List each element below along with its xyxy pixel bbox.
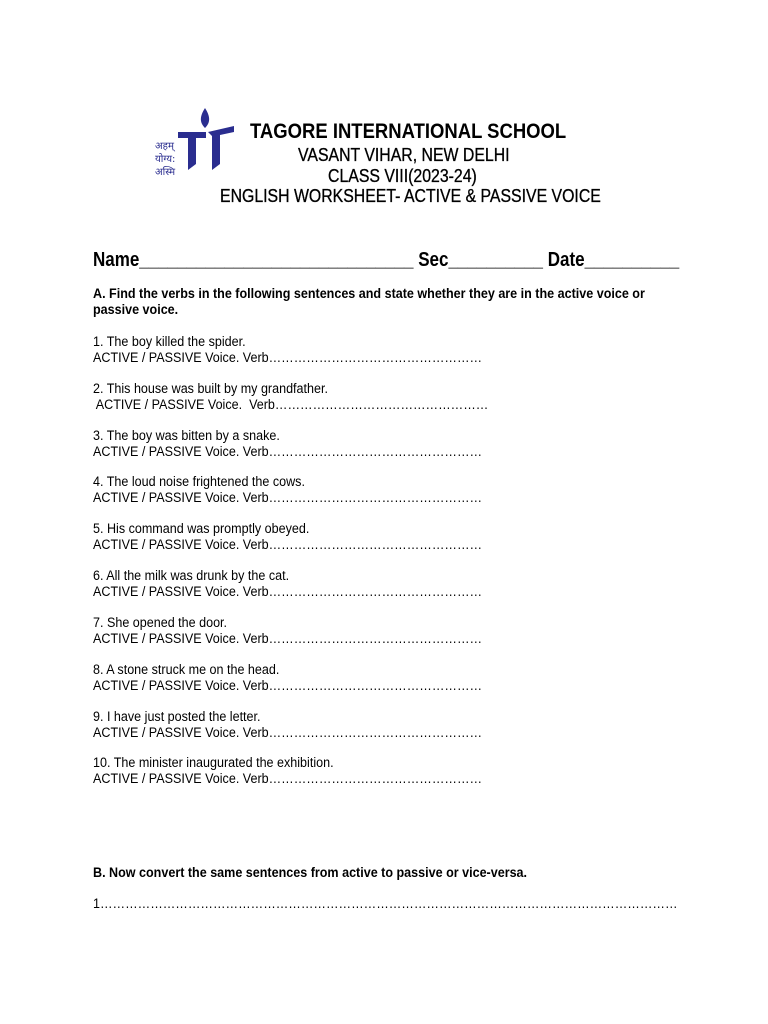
student-info-line	[93, 249, 679, 272]
answer-line[interactable]: ACTIVE / PASSIVE Voice. Verb……………………………………………	[93, 677, 483, 693]
question-item	[93, 521, 482, 552]
question-sentence: 1. The boy killed the spider.	[93, 334, 246, 349]
answer-line[interactable]: ACTIVE / PASSIVE Voice. Verb……………………………………………	[93, 396, 489, 412]
question-sentence: 8. A stone struck me on the head.	[93, 662, 280, 677]
answer-line[interactable]: ACTIVE / PASSIVE Voice. Verb……………………………………………	[93, 770, 483, 786]
question-sentence: 9. I have just posted the letter.	[93, 709, 261, 724]
question-item	[93, 568, 482, 599]
date-field[interactable]: Date__________	[547, 249, 680, 271]
section-a-instruction: A. Find the verbs in the following sentences and state whether they are in the active voice or passive voice.	[93, 286, 645, 317]
question-item	[93, 334, 482, 365]
answer-line[interactable]: ACTIVE / PASSIVE Voice. Verb……………………………………………	[93, 724, 483, 740]
logo-motto: अहम् योग्य: अस्मि	[155, 141, 176, 178]
question-item	[93, 428, 482, 459]
question-sentence: 2. This house was built by my grandfather.	[93, 381, 328, 396]
question-item	[93, 615, 482, 646]
answer-line[interactable]: ACTIVE / PASSIVE Voice. Verb……………………………………………	[93, 536, 483, 552]
question-sentence: 6. All the milk was drunk by the cat.	[93, 568, 290, 583]
question-item	[93, 381, 488, 412]
question-item	[93, 662, 482, 693]
answer-line[interactable]: ACTIVE / PASSIVE Voice. Verb……………………………………………	[93, 349, 483, 365]
name-field[interactable]: Name_____________________________	[93, 249, 414, 271]
section-b-answer-line[interactable]: 1…………………………………………………………………………………………………………………………	[93, 896, 678, 911]
answer-line[interactable]: ACTIVE / PASSIVE Voice. Verb……………………………………………	[93, 630, 483, 646]
sec-field[interactable]: Sec__________	[418, 249, 544, 271]
question-sentence: 7. She opened the door.	[93, 615, 228, 630]
question-sentence: 10. The minister inaugurated the exhibition.	[93, 755, 334, 770]
question-item	[93, 709, 482, 740]
question-item	[93, 474, 482, 505]
question-item	[93, 755, 482, 786]
answer-line[interactable]: ACTIVE / PASSIVE Voice. Verb……………………………………………	[93, 443, 483, 459]
school-address: VASANT VIHAR, NEW DELHI	[298, 145, 510, 165]
question-sentence: 5. His command was promptly obeyed.	[93, 521, 310, 536]
answer-line[interactable]: ACTIVE / PASSIVE Voice. Verb……………………………………………	[93, 489, 483, 505]
school-name: TAGORE INTERNATIONAL SCHOOL	[250, 120, 567, 143]
class-line: CLASS VIII(2023-24)	[328, 166, 477, 186]
section-b-instruction: B. Now convert the same sentences from active to passive or vice-versa.	[93, 865, 528, 880]
question-sentence: 4. The loud noise frightened the cows.	[93, 474, 305, 489]
answer-line[interactable]: ACTIVE / PASSIVE Voice. Verb……………………………………………	[93, 583, 483, 599]
worksheet-title: ENGLISH WORKSHEET- ACTIVE & PASSIVE VOICE	[220, 186, 601, 206]
question-sentence: 3. The boy was bitten by a snake.	[93, 428, 280, 443]
